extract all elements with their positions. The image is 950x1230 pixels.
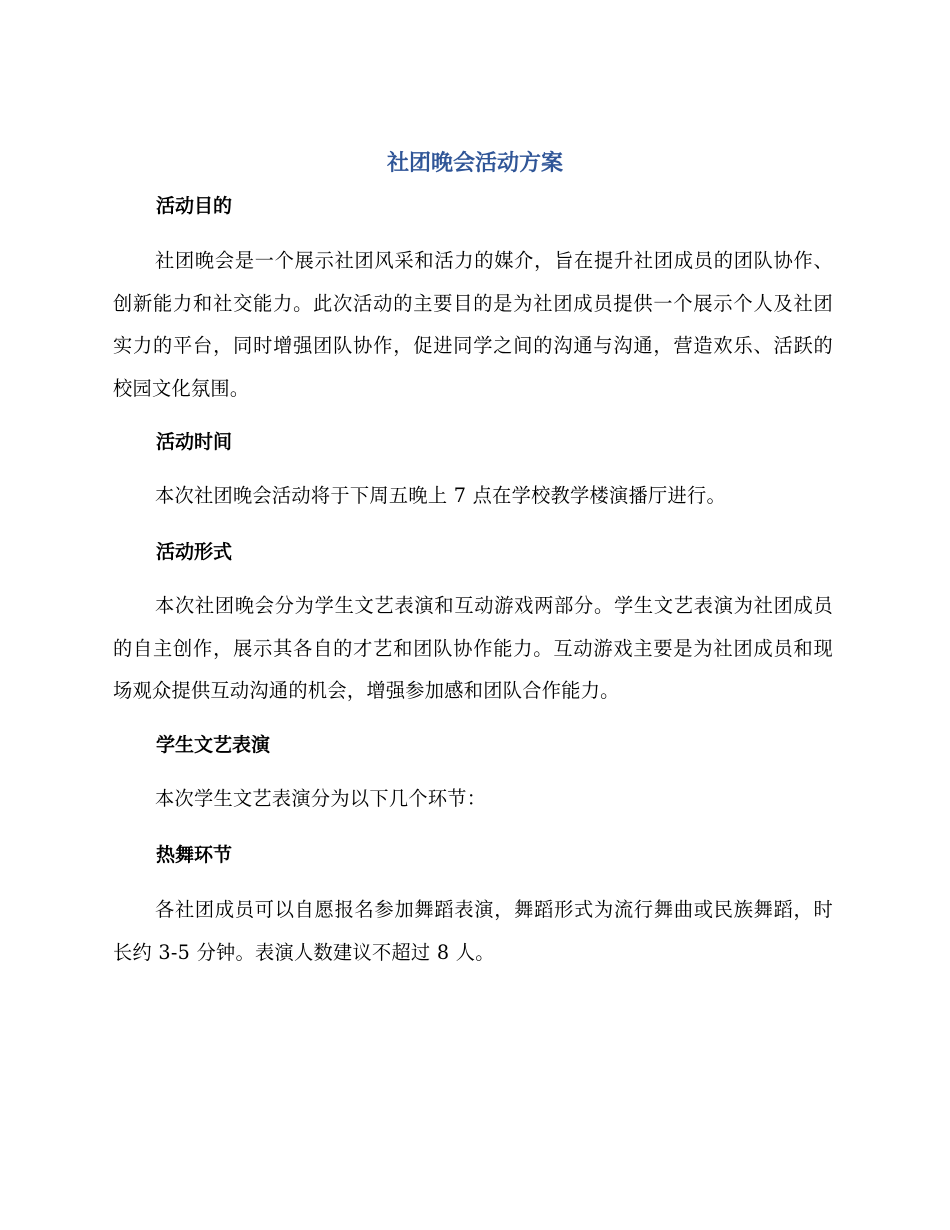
section-text-purpose: 社团晚会是一个展示社团风采和活力的媒介，旨在提升社团成员的团队协作、创新能力和社交能力。此次活动的主要目的是为社团成员提供一个展示个人及社团实力的平台，同时增强团队协作，促进同学之间的沟通与沟通，营造欢乐、活跃的校园文化氛围。 [113,249,833,400]
section-text-performance: 本次学生文艺表演分为以下几个环节： [155,787,487,810]
section-heading-purpose: 活动目的 [156,195,233,217]
section-heading-time: 活动时间 [156,431,233,453]
section-text-dance: 各社团成员可以自愿报名参加舞蹈表演，舞蹈形式为流行舞曲或民族舞蹈，时长约 3-5 分钟。表演人数建议不超过 8 人。 [113,898,833,964]
section-heading-format: 活动形式 [156,541,233,563]
section-text-format: 本次社团晚会分为学生文艺表演和互动游戏两部分。学生文艺表演为社团成员的自主创作，展示其各自的才艺和团队协作能力。互动游戏主要是为社团成员和现场观众提供互动沟通的机会，增强参加感和团队合作能力。 [113,594,833,702]
section-heading-dance: 热舞环节 [156,844,233,866]
document-title: 社团晚会活动方案 [386,151,563,176]
section-text-time: 本次社团晚会活动将于下周五晚上 7 点在学校教学楼演播厅进行。 [155,484,726,507]
section-heading-performance: 学生文艺表演 [156,734,271,756]
